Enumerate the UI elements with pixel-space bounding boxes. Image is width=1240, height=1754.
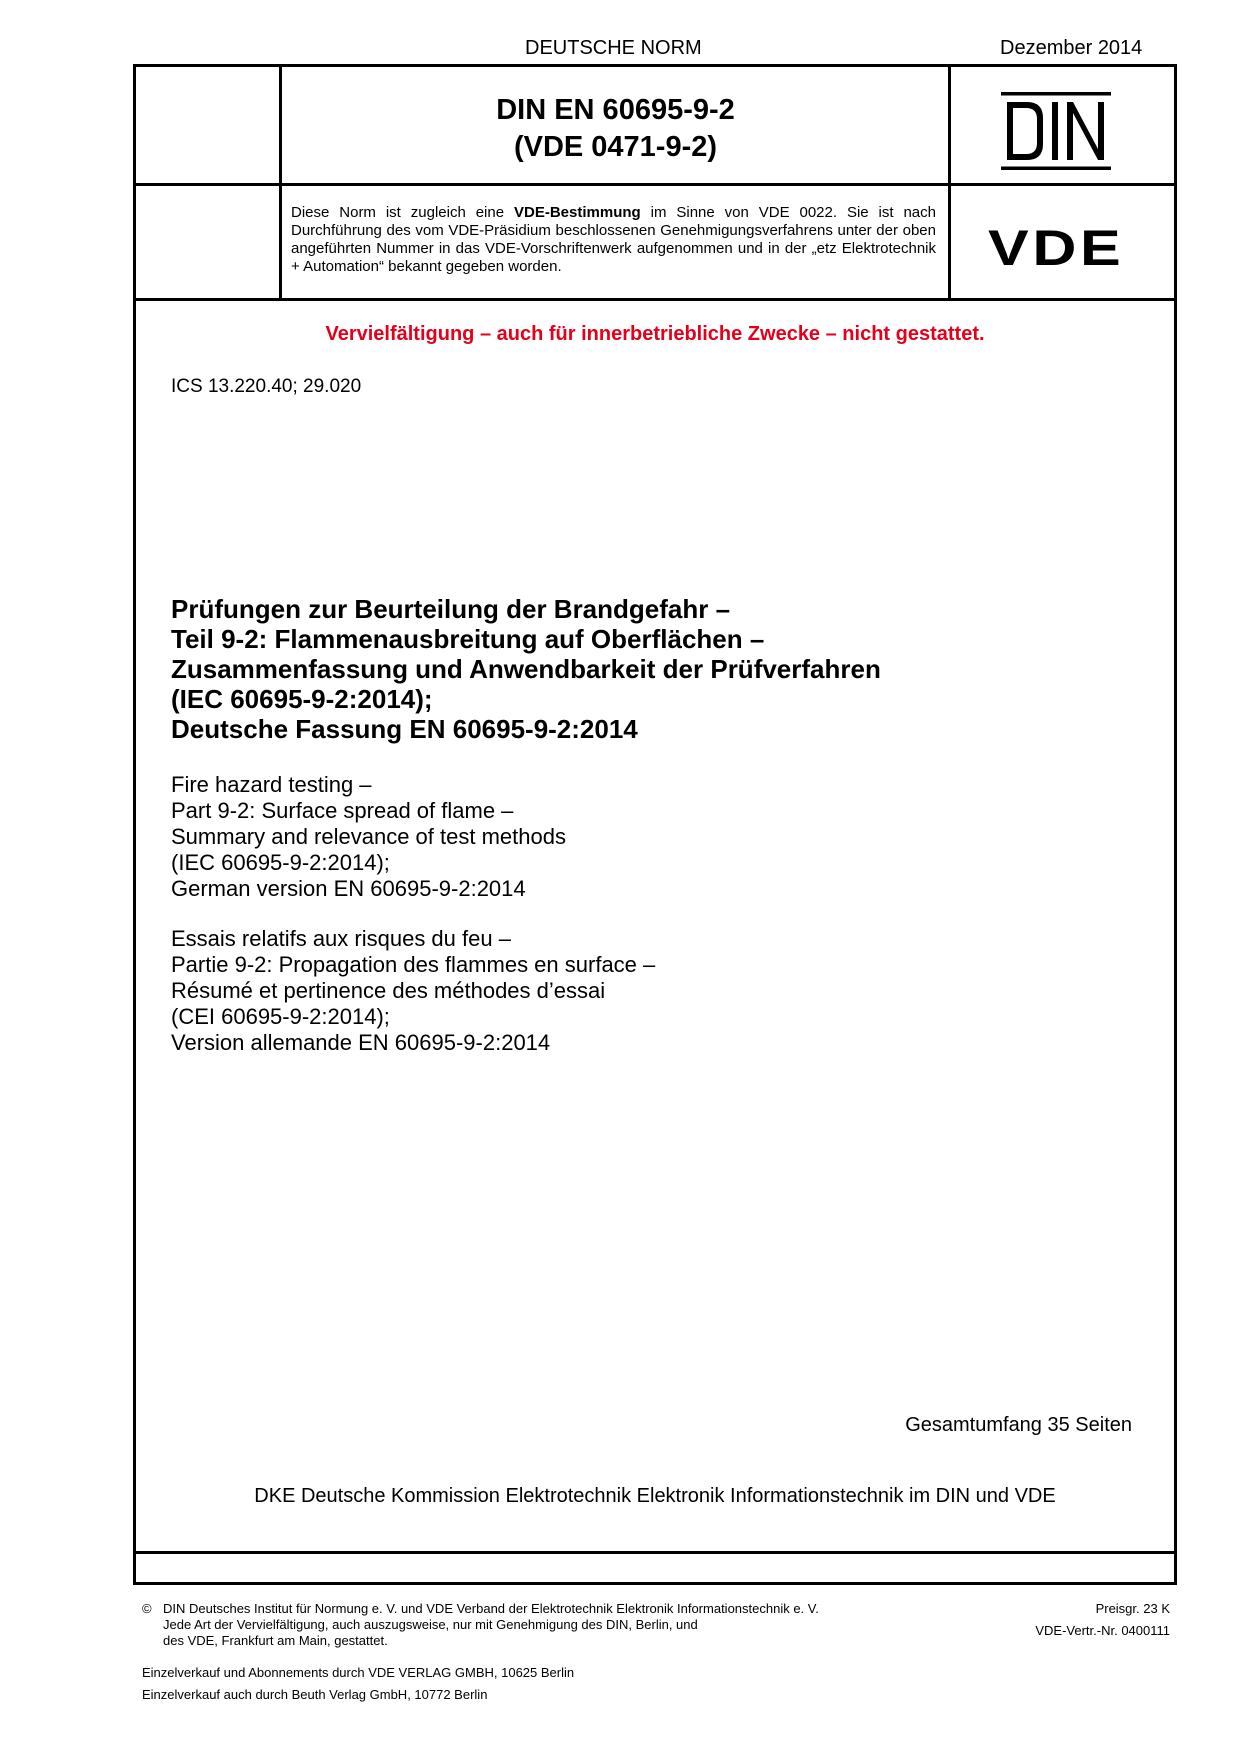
vde-logo: VDE xyxy=(988,220,1125,276)
price-group: Preisgr. 23 K xyxy=(1095,1601,1170,1616)
title-german xyxy=(171,594,881,744)
title-german-line: Zusammenfassung und Anwendbarkeit der Prüfverfahren xyxy=(171,654,881,684)
title-english xyxy=(171,772,566,902)
title-french-line: Partie 9-2: Propagation des flammes en surface – xyxy=(171,952,656,977)
publication-date: Dezember 2014 xyxy=(1000,37,1143,59)
vde-note-text-1: Diese Norm ist zugleich eine xyxy=(291,204,514,221)
title-french-line: (CEI 60695-9-2:2014); xyxy=(171,1004,390,1029)
copyright-icon: © xyxy=(142,1601,152,1616)
total-pages: Gesamtumfang 35 Seiten xyxy=(905,1414,1132,1436)
vde-designation-note xyxy=(291,204,936,276)
sales-info-vde: Einzelverkauf und Abonnements durch VDE VERLAG GMBH, 10625 Berlin xyxy=(142,1665,575,1680)
document-number xyxy=(283,92,948,166)
din-logo xyxy=(1001,92,1111,175)
document-number-vde: (VDE 0471-9-2) xyxy=(513,131,718,163)
title-english-line: German version EN 60695-9-2:2014 xyxy=(171,876,526,901)
title-german-line: Deutsche Fassung EN 60695-9-2:2014 xyxy=(171,714,638,744)
title-french-line: Version allemande EN 60695-9-2:2014 xyxy=(171,1030,551,1055)
vde-contract-number: VDE-Vertr.-Nr. 0400111 xyxy=(1035,1623,1170,1638)
title-german-line: (IEC 60695-9-2:2014); xyxy=(171,684,433,714)
copyright-line: DIN Deutsches Institut für Normung e. V. und VDE Verband der Elektrotechnik Elektronik Informationstechnik e. V. xyxy=(163,1601,819,1616)
frame-divider-bottom xyxy=(133,1551,1177,1554)
title-english-line: (IEC 60695-9-2:2014); xyxy=(171,850,390,875)
frame-divider-header xyxy=(133,183,1177,186)
title-english-line: Summary and relevance of test methods xyxy=(171,824,566,849)
title-german-line: Prüfungen zur Beurteilung der Brandgefahr – xyxy=(171,594,731,624)
norm-type-label: DEUTSCHE NORM xyxy=(525,37,702,59)
ics-code: ICS 13.220.40; 29.020 xyxy=(171,376,362,397)
copyright-notice xyxy=(163,1601,819,1649)
title-english-line: Part 9-2: Surface spread of flame – xyxy=(171,798,514,823)
vde-note-text-2: im Sinne von VDE 0022. Sie ist nach Durchführung des vom VDE-Präsidium beschlossenen Genehmigungsverfahrens unter der oben angeführten Nummer in das VDE-Vorschriftenwerk aufgenommen und in der „etz Elektrotechnik + Automation“ bekannt gegeben worden. xyxy=(291,204,936,275)
dke-committee: DKE Deutsche Kommission Elektrotechnik Elektronik Informationstechnik im DIN und VDE xyxy=(254,1485,1056,1507)
sales-info-beuth: Einzelverkauf auch durch Beuth Verlag GmbH, 10772 Berlin xyxy=(142,1687,488,1702)
copyright-line: des VDE, Frankfurt am Main, gestattet. xyxy=(163,1633,388,1648)
title-german-line: Teil 9-2: Flammenausbreitung auf Oberflächen – xyxy=(171,624,765,654)
title-french xyxy=(171,926,655,1056)
frame-divider-note xyxy=(133,298,1177,301)
vde-note-bold: VDE-Bestimmung xyxy=(514,204,641,221)
copyright-line: Jede Art der Vervielfältigung, auch auszugsweise, nur mit Genehmigung des DIN, Berlin, und xyxy=(163,1617,698,1632)
title-english-line: Fire hazard testing – xyxy=(171,772,372,797)
reproduction-notice: Vervielfältigung – auch für innerbetriebliche Zwecke – nicht gestattet. xyxy=(325,323,985,345)
document-number-din: DIN EN 60695-9-2 xyxy=(496,94,735,126)
title-french-line: Résumé et pertinence des méthodes d’essai xyxy=(171,978,606,1003)
title-french-line: Essais relatifs aux risques du feu – xyxy=(171,926,511,951)
